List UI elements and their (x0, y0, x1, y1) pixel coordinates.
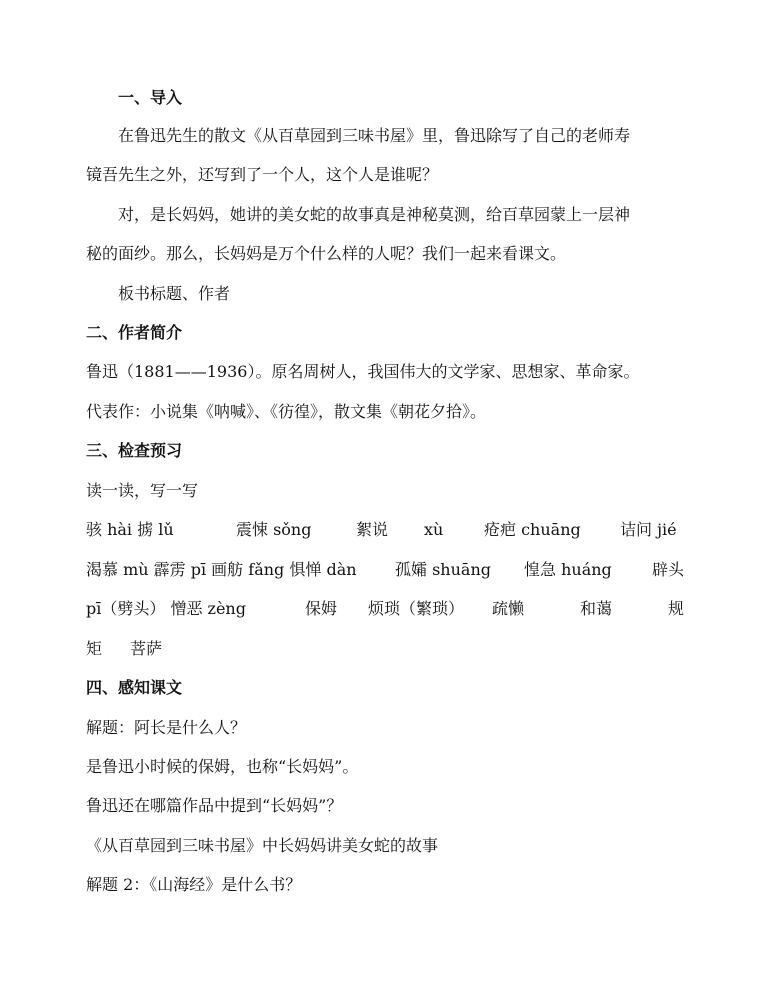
vocab-item: 孤孀 shuāng (395, 560, 491, 579)
vocab-item: 规 (668, 599, 685, 618)
vocab-item: 渴慕 mù 霹雳 pī 画舫 fǎng 惧惮 dàn (86, 560, 357, 579)
vocab-item: 烦琐（繁琐） (368, 599, 465, 618)
vocab-item: xù (424, 520, 444, 539)
author-intro: 鲁迅（1881——1936）。原名周树人，我国伟大的文学家、思想家、革命家。 (86, 362, 640, 381)
section-heading-preview: 三、检查预习 (86, 441, 183, 460)
vocab-item: 疏懒 (492, 599, 525, 618)
vocab-item: 菩萨 (130, 639, 163, 658)
intro-paragraph-line-1: 在鲁迅先生的散文《从百草园到三味书屋》里，鲁迅除写了自己的老师寿 (118, 126, 631, 145)
vocab-item: 絮说 (356, 520, 389, 539)
answer-1: 是鲁迅小时候的保姆，也称“长妈妈”。 (86, 757, 359, 776)
intro-paragraph-line-2: 镜吾先生之外，还写到了一个人，这个人是谁呢？ (86, 165, 439, 184)
board-note: 板书标题、作者 (118, 284, 231, 303)
intro-paragraph2-line-2: 秘的面纱。那么，长妈妈是万个什么样的人呢？我们一起来看课文。 (86, 244, 567, 263)
intro-paragraph2-line-1: 对，是长妈妈，她讲的美女蛇的故事真是神秘莫测，给百草园蒙上一层神 (118, 205, 631, 224)
vocab-item: 诘问 jié (620, 520, 677, 539)
question-3: 解题 2：《山海经》是什么书？ (86, 875, 302, 894)
section-heading-author: 二、作者简介 (86, 323, 183, 342)
vocab-item: 震悚 sǒng (236, 520, 312, 539)
section-heading-intro: 一、导入 (118, 88, 183, 107)
section-heading-perception: 四、感知课文 (86, 678, 183, 697)
vocab-item: pī（劈头） 憎恶 zèng (86, 599, 246, 618)
vocab-item: 疮疤 chuāng (484, 520, 581, 539)
vocab-item: 矩 (86, 639, 103, 658)
question-1: 解题：阿长是什么人？ (86, 718, 247, 737)
vocab-item: 骇 hài 掳 lǔ (86, 520, 174, 539)
answer-2: 《从百草园到三味书屋》中长妈妈讲美女蛇的故事 (86, 836, 439, 855)
vocab-item: 保姆 (305, 599, 338, 618)
vocab-item: 惶急 huáng (524, 560, 612, 579)
read-write-label: 读一读，写一写 (86, 481, 199, 500)
representative-works: 代表作：小说集《呐喊》、《彷徨》，散文集《朝花夕拾》。 (86, 402, 487, 421)
question-2: 鲁迅还在哪篇作品中提到“长妈妈”？ (86, 796, 343, 815)
vocab-item: 辟头 (652, 560, 685, 579)
vocab-item: 和蔼 (580, 599, 613, 618)
